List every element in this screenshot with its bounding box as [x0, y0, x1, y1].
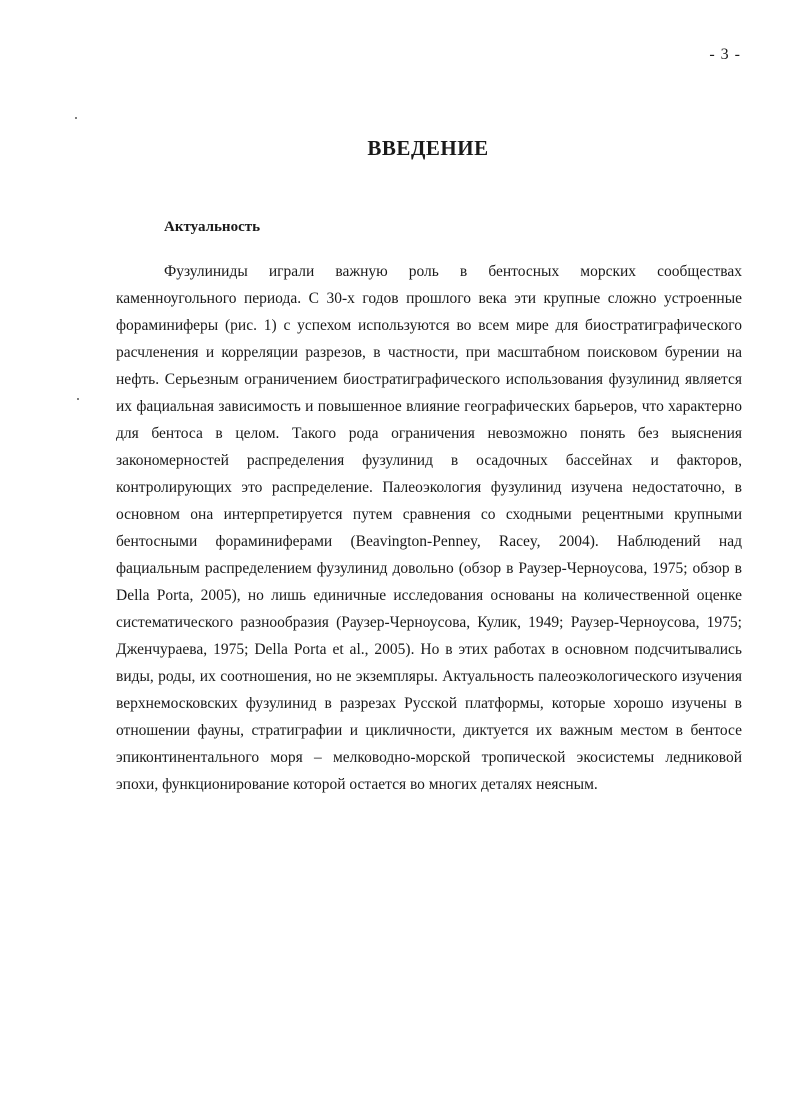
- body-paragraph: [116, 258, 742, 798]
- scan-speck: [75, 117, 77, 119]
- page-title: ВВЕДЕНИЕ: [367, 136, 489, 160]
- scan-speck: [77, 398, 79, 400]
- paragraph-text: Фузулиниды играли важную роль в бентосных морских сообществах каменноугольного периода. С 30-х годов прошлого века эти крупные сложно устроенные фораминиферы (рис. 1) с успехом используются во всем мире для биостратиграфического расчленения и корреляции разрезов, в частности, при масштабном поисковом бурении на нефть. Серьезным ограничением биостратиграфического использования фузулинид является их фациальная зависимость и повышенное влияние географических барьеров, что характерно для бентоса в целом. Такого рода ограничения невозможно понять без выяснения закономерностей распределения фузулинид в осадочных бассейнах и факторов, контролирующих это распределение. Палеоэкология фузулинид изучена недостаточно, в основном она интерпретируется путем сравнения со сходными рецентными крупными бентосными фораминиферами (Beavington-Penney, Racey, 2004). Наблюдений над фациальным распределением фузулинид довольно (обзор в Раузер-Черноусова, 1975; обзор в Della Porta, 2005), но лишь единичные исследования основаны на количественной оценке систематического разнообразия (Раузер-Черноусова, Кулик, 1949; Раузер-Черноусова, 1975; Дженчураева, 1975; Della Porta et al., 2005). Но в этих работах в основном подсчитывались виды, роды, их соотношения, но не экземпляры. Актуальность палеоэкологического изучения верхнемосковских фузулинид в разрезах Русской платформы, которые хорошо изучены в отношении фауны, стратиграфии и цикличности, диктуется их важным местом в бентосе эпиконтинентального моря – мелководно-морской тропической экосистемы ледниковой эпохи, функционирование которой остается во многих деталях неясным.: [116, 263, 742, 793]
- page-number: - 3 -: [709, 46, 741, 63]
- section-heading: Актуальность: [164, 219, 261, 235]
